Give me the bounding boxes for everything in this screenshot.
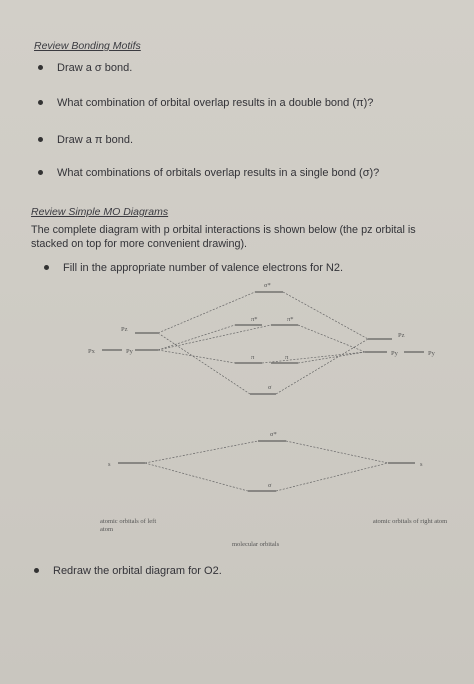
caption-molecular-orbitals: molecular orbitals <box>232 541 280 548</box>
bullet-text: Fill in the appropriate number of valence electrons for N2. <box>63 262 344 274</box>
label-sigma-star-p: σ* <box>264 282 271 289</box>
bullet-text: Draw a σ bond. <box>57 62 133 74</box>
label-s-right: s <box>420 461 423 468</box>
bullet-redraw-o2 <box>34 565 222 577</box>
bullet-text: What combinations of orbitals overlap results in a single bond (σ)? <box>57 167 380 179</box>
review-bonding-heading: Review Bonding Motifs <box>34 40 141 52</box>
caption-left-atom: atomic orbitals of left atom <box>100 518 157 533</box>
review-mo-heading: Review Simple MO Diagrams <box>31 206 169 218</box>
label-py-left: Py <box>126 348 133 355</box>
label-sigma-star-s: σ* <box>270 431 277 438</box>
label-pi-left: π <box>251 354 255 361</box>
energy-levels <box>102 292 424 491</box>
label-px-left: Px <box>88 348 95 355</box>
label-pz-right: Pz <box>398 332 405 339</box>
correlation-lines <box>145 292 388 491</box>
bullet-text: Draw a π bond. <box>57 134 134 146</box>
bullet-dot <box>34 568 39 573</box>
orbital-labels <box>88 282 436 489</box>
label-s-left: s <box>108 461 111 468</box>
label-sigma-p: σ <box>268 384 272 391</box>
bullet-text: What combination of orbital overlap results in a double bond (π)? <box>57 97 374 109</box>
mo-intro-line-1: The complete diagram with p orbital interactions is shown below (the pz orbital is <box>31 224 416 236</box>
label-pi-star-right: π* <box>287 316 294 323</box>
label-pi-right: π <box>285 354 289 361</box>
label-pi-star-left: π* <box>251 316 258 323</box>
label-py-right-b: Py <box>428 350 435 357</box>
label-pz-left: Pz <box>121 326 128 333</box>
mo-intro-line-2: stacked on top for more convenient drawing). <box>31 238 248 250</box>
label-sigma-s: σ <box>268 482 272 489</box>
caption-right-atom: atomic orbitals of right atom <box>372 518 448 525</box>
bullet-text: Redraw the orbital diagram for O2. <box>53 565 222 577</box>
label-py-right-a: Py <box>391 350 398 357</box>
